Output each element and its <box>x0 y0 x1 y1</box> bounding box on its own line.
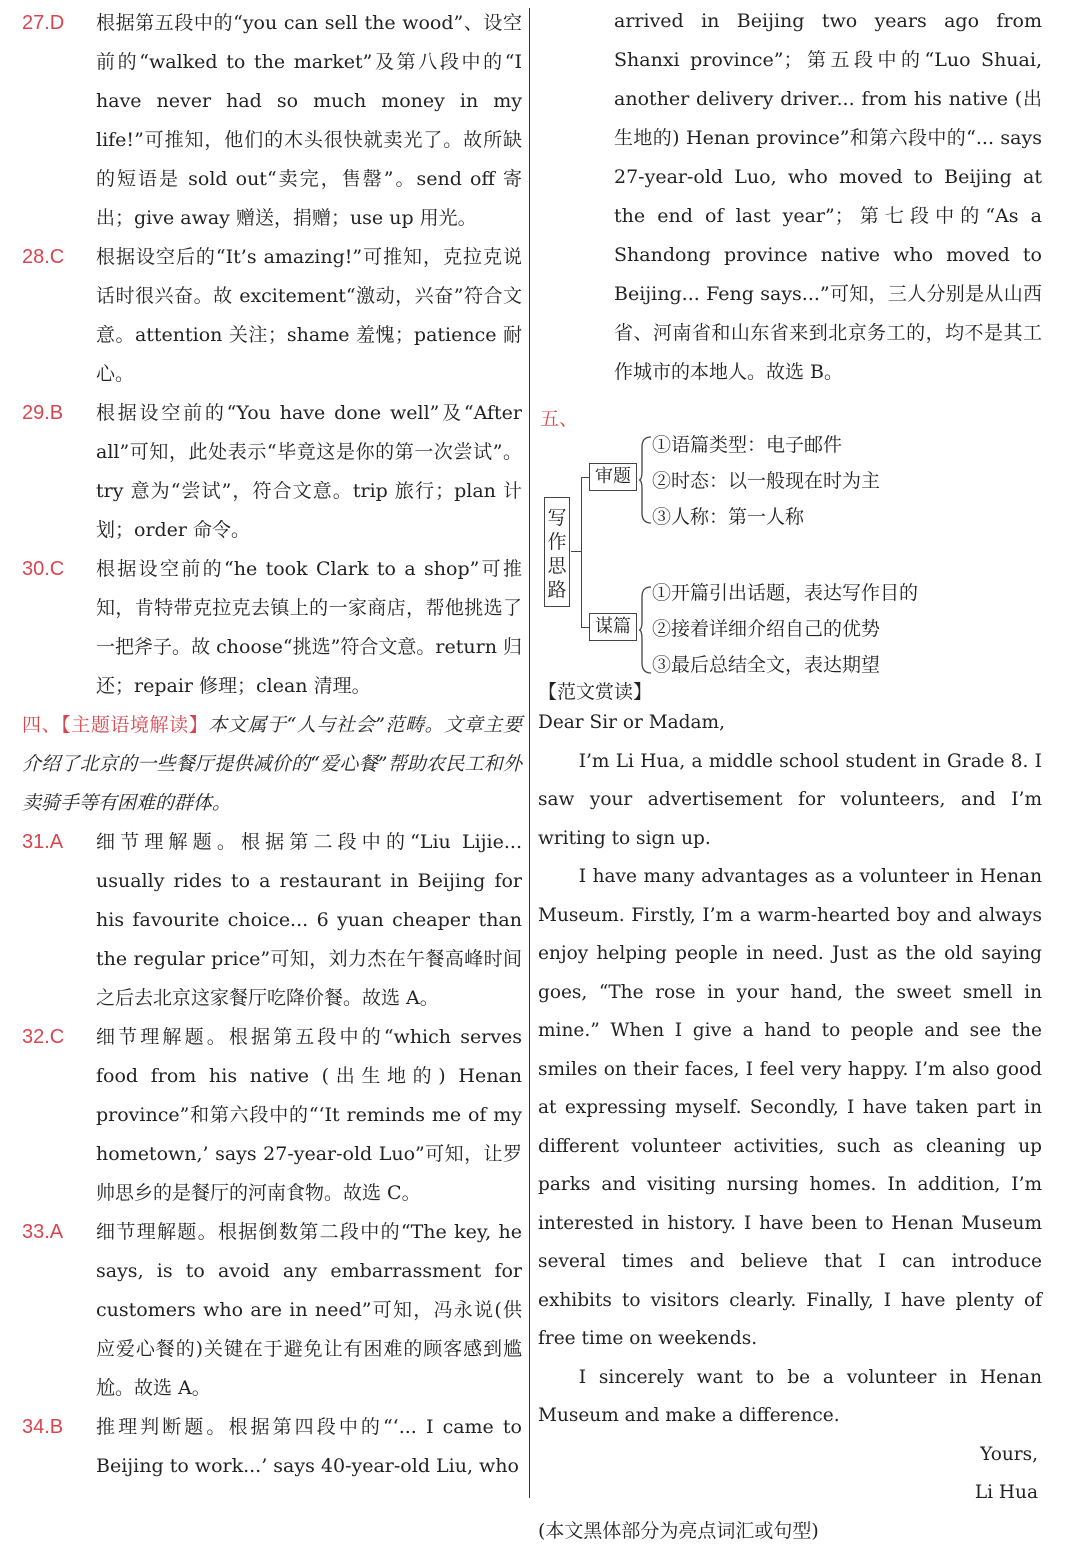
connector-line <box>581 477 589 478</box>
answer-34-continuation: arrived in Beijing two years ago from Shanxi province”；第五段中的“Luo Shuai, another delivery driver... from his native (出生地的) Henan province”和第六段中的“... says 27-year-old Luo, who moved to Beijing at the end of last year”；第七段中的“As a Shandong province native who moved to Beijing... Feng says...”可知，三人分别是从山西省、河南省和山东省来到北京务工的，均不是其工作城市的本地人。故选 B。 <box>614 10 1042 383</box>
answer-number: 28.C <box>22 246 65 268</box>
answer-item-29 <box>22 394 522 550</box>
essay-paragraph: I sincerely want to be a volunteer in Henan Museum and make a difference. <box>538 1366 1042 1426</box>
essay-paragraph: I’m Li Hua, a middle school student in Grade 8. I saw your advertisement for volunteers, and I’m writing to sign up. <box>538 750 1042 849</box>
section-four-label: 四、【主题语境解读】 <box>22 714 209 736</box>
outline-root-box: 写作思路 <box>544 497 570 607</box>
outline-item: ②时态：以一般现在时为主 <box>652 470 881 492</box>
left-column <box>22 0 522 1486</box>
answer-item-34 <box>22 1408 522 1486</box>
answer-number: 34.B <box>22 1416 64 1438</box>
essay-salutation: Dear Sir or Madam, <box>538 712 725 733</box>
answer-number: 32.C <box>22 1026 65 1048</box>
answer-item-31 <box>22 823 522 1018</box>
branch-box-review: 审题 <box>589 463 637 491</box>
answer-number: 27.D <box>22 12 65 34</box>
answer-number: 29.B <box>22 402 64 424</box>
answer-number: 30.C <box>22 558 65 580</box>
answer-explanation: 细节理解题。根据第五段中的“which serves food from his native (出生地的) Henan province”和第六段中的“‘It reminds me of my hometown,’ says 27-year-old Luo”可知，让罗帅思乡的是餐厅的河南食物。故选 C。 <box>96 1026 522 1204</box>
model-essay <box>538 704 1042 1513</box>
column-divider <box>529 8 530 1498</box>
branch-box-plan: 谋篇 <box>589 613 637 641</box>
answer-explanation: 细节理解题。根据第二段中的“Liu Lijie... usually rides to a restaurant in Beijing for his favourite choice... 6 yuan cheaper than the regular price”可知，刘力杰在午餐高峰时间之后去北京这家餐厅吃降价餐。故选 A。 <box>96 831 522 1009</box>
essay-closing: Yours, <box>980 1443 1038 1465</box>
model-essay-title: 【范文赏读】 <box>538 681 653 703</box>
answer-number: 33.A <box>22 1221 64 1243</box>
answer-explanation: 根据设空前的“he took Clark to a shop”可推知，肯特带克拉克去镇上的一家商店，帮他挑选了一把斧子。故 choose“挑选”符合文意。return 归还；repair 修理；clean 清理。 <box>96 558 522 697</box>
answer-explanation: 根据设空后的“It’s amazing!”可推知，克拉克说话时很兴奋。故 excitement“激动，兴奋”符合文意。attention 关注；shame 羞愧；patience 耐心。 <box>96 246 522 385</box>
answer-explanation: 推理判断题。根据第四段中的“‘... I came to Beijing to work...’ says 40-year-old Liu, who <box>96 1416 522 1477</box>
answer-item-27 <box>22 4 522 238</box>
section-four-intro <box>22 706 522 823</box>
answer-item-28 <box>22 238 522 394</box>
section-four-text: 本文属于“人与社会”范畴。文章主要介绍了北京的一些餐厅提供减价的“爱心餐”帮助农民工和外卖骑手等有困难的群体。 <box>22 714 522 814</box>
answer-item-30 <box>22 550 522 706</box>
essay-note: (本文黑体部分为亮点词汇或句型) <box>538 1519 819 1542</box>
essay-paragraph: I have many advantages as a volunteer in Henan Museum. Firstly, I’m a warm-hearted boy and always enjoy helping people in need. Just as the old saying goes, “The rose in your hand, the sweet smell in mine.” When I give a hand to people and see the smiles on their faces, I feel very happy. I’m also good at expressing myself. Secondly, I have taken part in different volunteer activities, such as cleaning up parks and visiting nursing homes. In addition, I’m interested in history. I have been to Henan Museum several times and believe that I can introduce exhibits to visitors clearly. Finally, I have plenty of free time on weekends. <box>538 866 1042 1349</box>
answer-item-33 <box>22 1213 522 1408</box>
answer-item-32 <box>22 1018 522 1213</box>
answer-explanation: 根据设空前的“You have done well”及“After all”可知，此处表示“毕竟这是你的第一次尝试”。try 意为“尝试”，符合文意。trip 旅行；plan 计划；order 命令。 <box>96 402 522 541</box>
outline-item: ③人称：第一人称 <box>652 506 805 528</box>
answer-explanation: 细节理解题。根据倒数第二段中的“The key, he says, is to avoid any embarrassment for customers who are in need”可知，冯永说(供应爱心餐的)关键在于避免让有困难的顾客感到尴尬。故选 A。 <box>96 1221 522 1399</box>
connector-line <box>571 551 581 552</box>
outline-item: ③最后总结全文，表达期望 <box>652 654 881 676</box>
essay-signature: Li Hua <box>974 1482 1038 1503</box>
answer-number: 31.A <box>22 831 64 853</box>
writing-outline-diagram <box>538 431 1042 676</box>
answer-explanation: 根据第五段中的“you can sell the wood”、设空前的“walked to the market”及第八段中的“I have never had so much money in my life!”可推知，他们的木头很快就卖光了。故所缺的短语是 sold out“卖完，售罄”。send off 寄出；give away 赠送，捐赠；use up 用光。 <box>96 12 522 229</box>
outline-item: ①开篇引出话题，表达写作目的 <box>652 582 919 604</box>
outline-item: ①语篇类型：电子邮件 <box>652 434 843 456</box>
section-five-label: 五、 <box>540 408 579 430</box>
right-column <box>538 0 1042 1549</box>
outline-item: ②接着详细介绍自己的优势 <box>652 618 881 640</box>
brace-icon <box>638 585 652 675</box>
connector-line <box>581 627 589 628</box>
connector-line <box>581 477 582 627</box>
brace-icon <box>638 435 652 525</box>
